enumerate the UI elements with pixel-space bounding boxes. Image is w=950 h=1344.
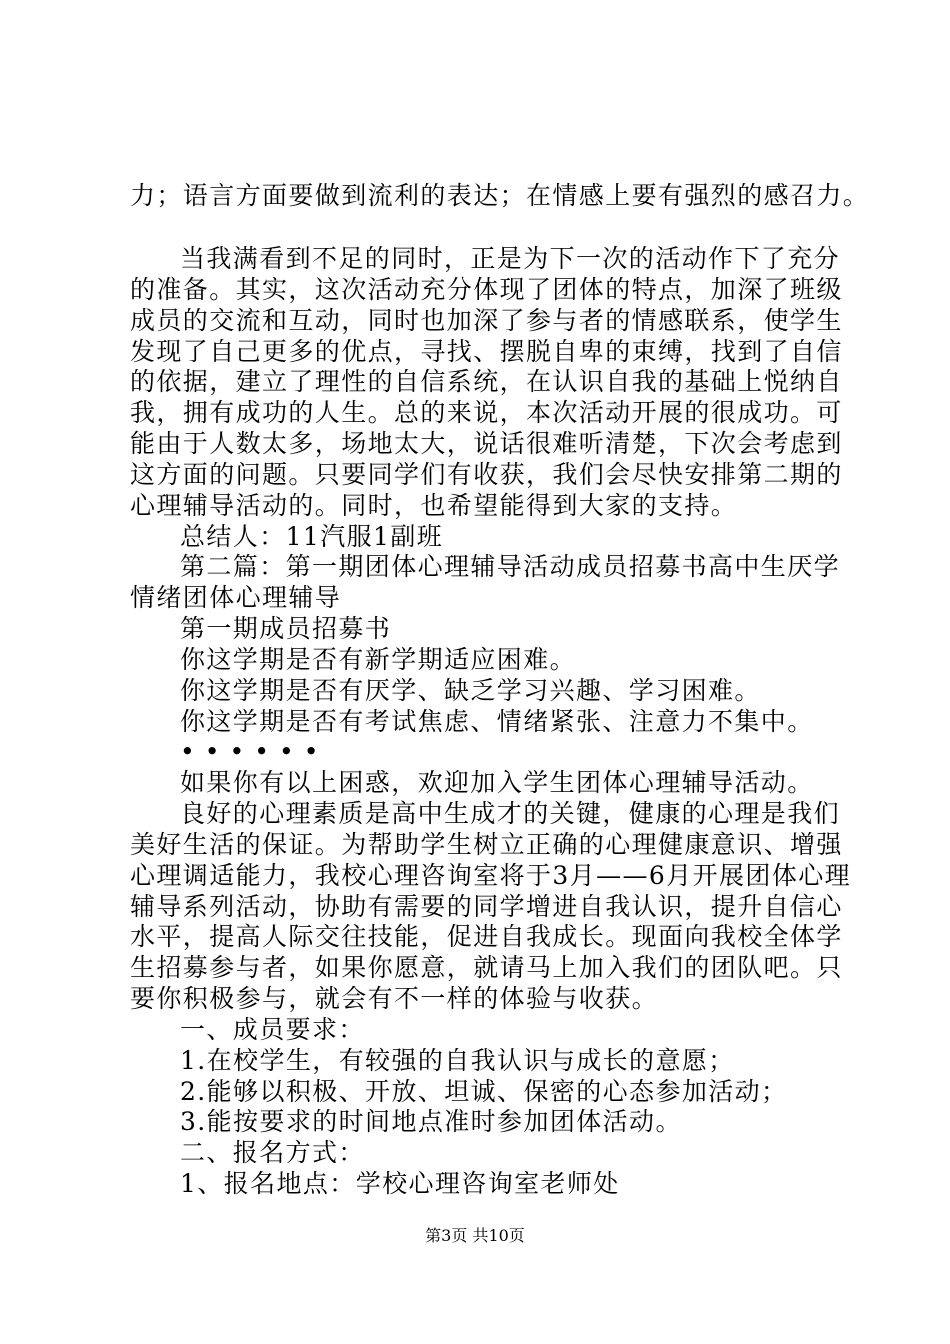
text-line: 的准备。其实，这次活动充分体现了团体的特点，加深了班级 — [130, 275, 843, 304]
text-line: 总结人：11汽服1副班 — [180, 522, 444, 551]
page-footer: 第3页 共10页 — [425, 1226, 525, 1245]
text-line: 辅导系列活动，协助有需要的同学增进自我认识，提升自信心 — [130, 892, 843, 921]
text-line: 良好的心理素质是高中生成才的关键，健康的心理是我们 — [180, 799, 841, 828]
text-line: 我，拥有成功的人生。总的来说，本次活动开展的很成功。可 — [130, 398, 843, 427]
text-line: 要你积极参与，就会有不一样的体验与收获。 — [130, 984, 659, 1013]
text-line: 3.能按要求的时间地点准时参加团体活动。 — [180, 1107, 682, 1136]
text-line: 心理调适能力，我校心理咨询室将于3月——6月开展团体心理 — [130, 861, 852, 890]
text-line: 生招募参与者，如果你愿意，就请马上加入我们的团队吧。只 — [130, 953, 843, 982]
text-line: 1.在校学生，有较强的自我认识与成长的意愿； — [180, 1046, 735, 1075]
text-line: 美好生活的保证。为帮助学生树立正确的心理健康意识、增强 — [130, 830, 843, 859]
text-line: 你这学期是否有考试焦虑、情绪紧张、注意力不集中。 — [180, 707, 814, 736]
text-line: 成员的交流和互动，同时也加深了参与者的情感联系，使学生 — [130, 306, 843, 335]
section-heading: 情绪团体心理辅导 — [130, 583, 342, 612]
text-line: 发现了自己更多的优点，寻找、摆脱自卑的束缚，找到了自信 — [130, 337, 843, 366]
text-line: 二、报名方式： — [180, 1138, 365, 1167]
text-line: 的依据，建立了理性的自信系统，在认识自我的基础上悦纳自 — [130, 367, 843, 396]
text-line: 当我满看到不足的同时，正是为下一次的活动作下了充分 — [180, 244, 841, 273]
text-line: 你这学期是否有新学期适应困难。 — [180, 645, 577, 674]
text-line: 2.能够以积极、开放、坦诚、保密的心态参加活动； — [180, 1077, 788, 1106]
text-line: 第一期成员招募书 — [180, 614, 392, 643]
text-line: 心理辅导活动的。同时，也希望能得到大家的支持。 — [130, 491, 738, 520]
text-line: 1、报名地点：学校心理咨询室老师处 — [180, 1169, 620, 1198]
text-line: 水平，提高人际交往技能，促进自我成长。现面向我校全体学 — [130, 922, 843, 951]
section-heading: 第二篇：第一期团体心理辅导活动成员招募书高中生厌学 — [180, 552, 841, 581]
text-line: 这方面的问题。只要同学们有收获，我们会尽快安排第二期的 — [130, 460, 843, 489]
text-line: 能由于人数太多，场地太大，说话很难听清楚，下次会考虑到 — [130, 429, 843, 458]
dots-line: •••••• — [180, 737, 329, 766]
text-line: 一、成员要求： — [180, 1015, 365, 1044]
text-line: 你这学期是否有厌学、缺乏学习兴趣、学习困难。 — [180, 676, 761, 705]
text-line: 力；语言方面要做到流利的表达；在情感上要有强烈的感召力。 — [130, 181, 870, 210]
text-line: 如果你有以上困惑，欢迎加入学生团体心理辅导活动。 — [180, 768, 814, 797]
